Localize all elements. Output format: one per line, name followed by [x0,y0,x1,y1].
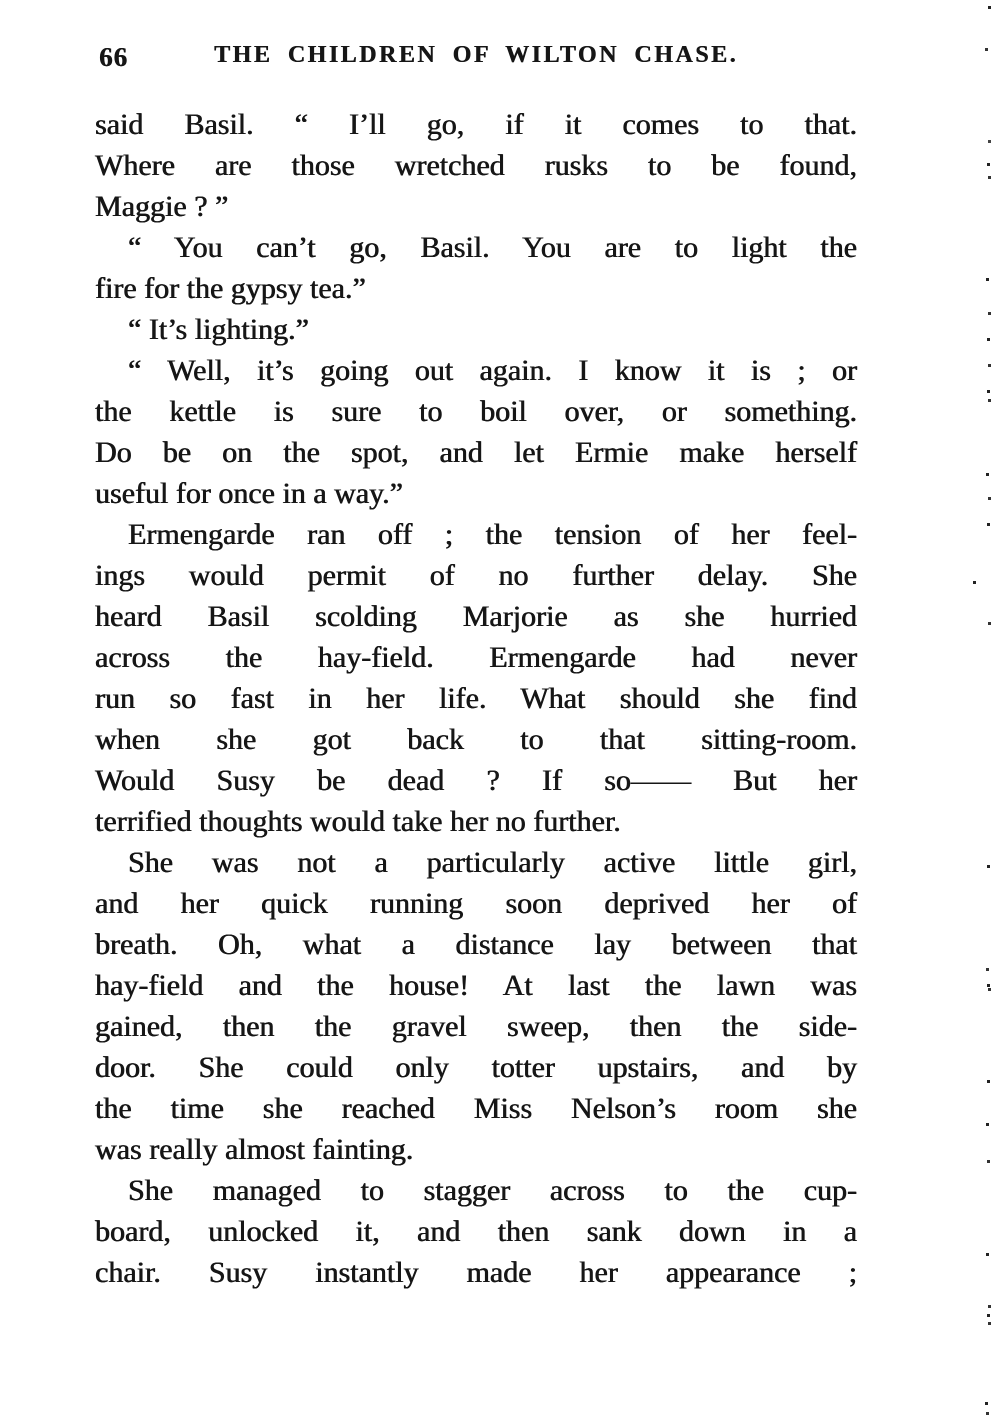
text-line: across the hay-field. Ermengarde had never [95,641,857,674]
text-line: door. She could only totter upstairs, and by [95,1051,857,1084]
text-line: Ermengarde ran off ; the tension of her feel- [128,518,857,551]
text-line: board, unlocked it, and then sank down in a [95,1215,857,1248]
text-line: the time she reached Miss Nelson’s room she [95,1092,857,1125]
text-line: Would Susy be dead ? If so—— But her [95,764,857,797]
text-line: heard Basil scolding Marjorie as she hurried [95,600,857,633]
text-line: fire for the gypsy tea.” [95,272,366,305]
text-line: She managed to stagger across to the cup- [128,1174,857,1207]
book-page [95,42,857,1293]
text-line: when she got back to that sitting-room. [95,723,857,756]
text-line: breath. Oh, what a distance lay between that [95,928,857,961]
text-line: Maggie ? ” [95,190,229,223]
page-body-text [95,104,857,1293]
paragraph [95,514,857,842]
text-line: Where are those wretched rusks to be found, [95,149,857,182]
text-line: She was not a particularly active little girl, [128,846,857,879]
text-line: hay-field and the house! At last the lawn was [95,969,857,1002]
paragraph [95,227,857,309]
text-line: “ It’s lighting.” [128,313,309,346]
text-line: useful for once in a way.” [95,477,403,510]
text-line: the kettle is sure to boil over, or something. [95,395,857,428]
text-line: terrified thoughts would take her no further. [95,805,621,838]
paragraph [95,1170,857,1293]
scan-edge-noise [988,0,991,3]
text-line: said Basil. “ I’ll go, if it comes to that. [95,108,857,141]
text-line: and her quick running soon deprived her of [95,887,857,920]
running-title: THE CHILDREN OF WILTON CHASE. [214,42,738,68]
text-line: was really almost fainting. [95,1133,414,1166]
text-line: run so fast in her life. What should she find [95,682,857,715]
paragraph [95,104,857,227]
running-header [95,42,857,76]
paragraph [95,842,857,1170]
text-line: ings would permit of no further delay. She [95,559,857,592]
text-line: chair. Susy instantly made her appearance ; [95,1256,857,1289]
text-line: “ Well, it’s going out again. I know it is ; or [128,354,857,387]
page-number: 66 [99,42,128,72]
paragraph [95,350,857,514]
text-line: gained, then the gravel sweep, then the side- [95,1010,857,1043]
text-line: “ You can’t go, Basil. You are to light the [128,231,857,264]
paragraph [95,309,857,350]
text-line: Do be on the spot, and let Ermie make herself [95,436,857,469]
